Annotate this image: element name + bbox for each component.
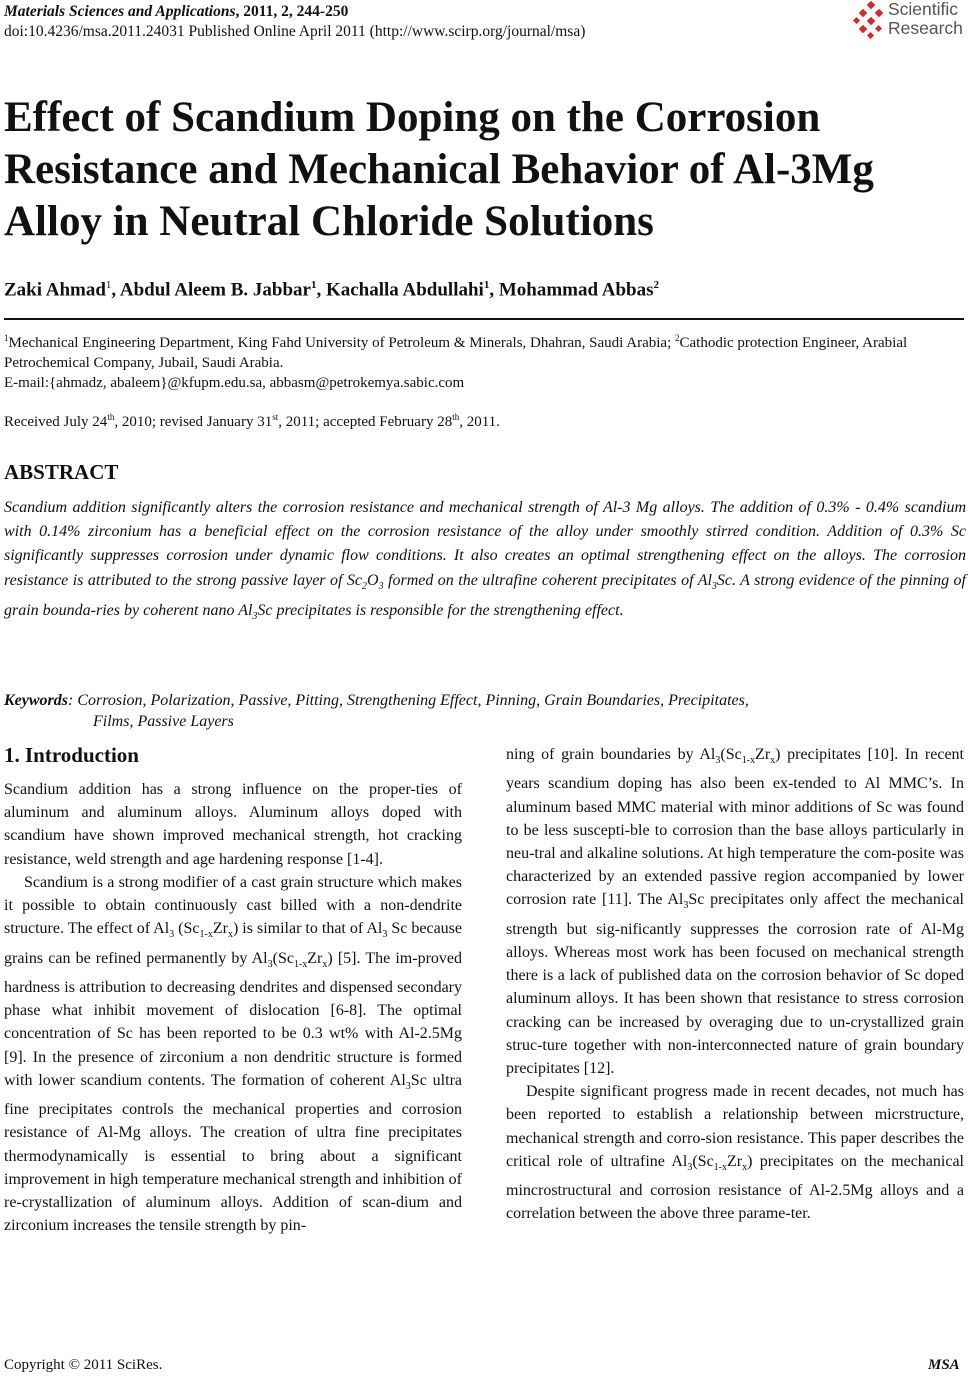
- text-run: Zr: [212, 920, 228, 938]
- abstract-text: Scandium addition significantly alters the corrosion resistance and mechanical strength of Al-3 Mg alloys. The addition of 0.3% - 0.4% scandium with 0.14% zirconium has a beneficial effect on the corrosion resistance of the alloy under smoothly stirred condition. Addition of 0.3% Sc significantly suppresses corrosion under dynamic flow conditions. It also creates an optimal strengthening effect on the alloys. The corrosion resistance is attributed to the strong passive layer of Sc: [4, 499, 966, 589]
- section-heading: 1. Introduction: [4, 743, 139, 767]
- author-name: , Mohammad Abbas: [489, 279, 654, 301]
- keywords-list-cont: Films, Passive Layers: [93, 713, 234, 730]
- date-sup: st: [272, 412, 279, 422]
- affiliation-2: Cathodic protection Engineer, Arabial Petrochemical Company, Jubail, Saudi Arabia.: [4, 335, 908, 371]
- subscript: 3: [687, 1162, 693, 1174]
- paragraph: Scandium addition has a strong influence on the proper-ties of aluminum and aluminum alloys. Aluminum alloys doped with scandium have shown improved mechanical strength, hot cracking resistance, weld strength and age hardening response [1-4].: [4, 781, 462, 868]
- publisher-logo: [852, 0, 968, 44]
- paper-title: Effect of Scandium Doping on the Corrosion Resistance and Mechanical Behavior of Al-3Mg Alloy in Neutral Chloride Solutions: [4, 94, 874, 245]
- text-run: Zr: [755, 746, 771, 763]
- subscript: 3: [711, 580, 717, 592]
- subscript: 2: [362, 580, 367, 592]
- subscript: 3: [252, 611, 258, 623]
- copyright-footer: Copyright © 2011 SciRes.: [4, 1357, 163, 1373]
- subscript: 3: [683, 900, 689, 912]
- journal-abbrev-footer: MSA: [928, 1357, 960, 1373]
- subscript: 1-x: [293, 958, 308, 970]
- journal-header: [4, 2, 348, 22]
- subscript: 3: [267, 958, 273, 970]
- text-run: (Sc: [174, 920, 200, 938]
- paragraph: [506, 1080, 964, 1225]
- logo-line1: Scientific: [888, 0, 959, 19]
- author-list: [4, 279, 659, 301]
- logo-line2: Research: [888, 18, 963, 38]
- affiliation-block: [4, 328, 966, 393]
- abstract-body: [4, 496, 966, 629]
- subscript: x: [227, 929, 233, 941]
- affiliation-1: Mechanical Engineering Department, King Fahd University of Petroleum & Minerals, Dhahran, Saudi Arabia;: [8, 335, 675, 351]
- affil-sup: 2: [675, 333, 680, 343]
- subscript: 1-x: [713, 1162, 728, 1174]
- author-name: , Abdul Aleem B. Jabbar: [111, 279, 311, 301]
- abstract-text: Sc. A strong evidence of the pinning of grain bounda-ries by coherent nano Al: [4, 571, 966, 619]
- subscript: 3: [378, 580, 384, 592]
- author-name: Zaki Ahmad: [4, 279, 106, 301]
- received-dates: [4, 412, 500, 431]
- subscript: 1-x: [199, 929, 213, 941]
- keywords-line: [4, 689, 966, 713]
- logo-dots-icon: [852, 0, 886, 40]
- subscript: 3: [715, 755, 721, 767]
- paragraph: [506, 743, 964, 1080]
- date-sup: th: [107, 412, 115, 422]
- journal-volume: , 2011, 2, 244-250: [235, 3, 349, 20]
- left-column: [4, 778, 462, 1237]
- journal-name: Materials Sciences and Applications: [4, 3, 236, 20]
- abstract-text: Sc precipitates is responsible for the strengthening effect.: [257, 602, 624, 619]
- text-run: ) [5]. The im-proved hardness is attribution to decreasing dendrites and dispensed secondary phase what inhibit movement of dislocation [6-8]. The optimal concentration of Sc has been reported to be 0.3 wt% with Al-2.5Mg [9]. In the presence of zirconium a non dendritic structure is formed with lower scandium contents. The formation of coherent Al: [4, 949, 463, 1089]
- title-divider: [4, 318, 964, 320]
- text-run: Sc ultra fine precipitates controls the mechanical properties and corrosion resistance of Al-Mg alloys. The creation of ultra fine precipitates thermodynamically is essential to bring about a significant improvement in high temperature mechanical strength and inhibition of re-crystallization of aluminum alloys. Addition of scan-dium and zirconium increases the tensile strength by pin-: [4, 1071, 463, 1235]
- text-run: Zr: [307, 949, 323, 967]
- abstract-text: formed on the ultrafine coherent precipitates of Al: [383, 571, 712, 589]
- text-run: ) precipitates on the mechanical mincrostructural and corrosion resistance of Al-2.5Mg alloys and a correlation between the above three parame-ter.: [506, 1152, 964, 1223]
- subscript: x: [742, 1162, 748, 1174]
- received-text: Received July 24: [4, 414, 108, 430]
- text-run: (Sc: [720, 746, 742, 763]
- subscript: 3: [382, 929, 388, 941]
- author-affil-sup: 1: [105, 279, 112, 291]
- text-run: (Sc: [272, 949, 294, 967]
- text-run: ning of grain boundaries by Al: [506, 746, 716, 763]
- text-run: Zr: [727, 1152, 743, 1170]
- text-run: Sc precipitates only affect the mechanical strength but sig-nificantly suppresses the corrosion rate of Al-Mg alloys. Whereas most work has been focused on mechanical strength there is a lack of published data on the corrosion behavior of Sc doped aluminum alloys. It has been shown that resistance to stress corrosion cracking can be increased by overaging due to un-crystallized grain struc-ture together with non-interconnected nature of grain boundary precipitates [12].: [506, 891, 964, 1078]
- keywords-list: : Corrosion, Polarization, Passive, Pitting, Strengthening Effect, Pinning, Grain Boundaries, Precipitates,: [68, 692, 749, 709]
- date-sup: th: [452, 412, 460, 422]
- received-text: , 2011.: [459, 414, 500, 430]
- author-name: , Kachalla Abdullahi: [316, 279, 484, 301]
- author-affil-sup: 1: [483, 279, 490, 291]
- text-run: (Sc: [692, 1152, 714, 1170]
- doi-line: doi:10.4236/msa.2011.24031 Published Online April 2011 (http://www.scirp.org/journal/msa): [4, 23, 586, 40]
- text-run: Scandium is a strong modifier of a cast grain structure which makes it possible to obtain continuously cast billed with a non-dendrite structure. The effect of Al: [4, 873, 462, 938]
- text-run: Sc because grains can be refined permanently by Al: [4, 920, 463, 967]
- right-column: [506, 743, 964, 1226]
- text-run: Despite significant progress made in recent decades, not much has been reported to establish a relationship between micrstructure, mechanical strength and corro-sion resistance. This paper describes the critical role of ultrafine Al: [506, 1083, 964, 1170]
- received-text: , 2011; accepted February 28: [278, 414, 453, 430]
- affil-sup: 1: [4, 333, 9, 343]
- author-affil-sup: 2: [653, 279, 659, 291]
- text-run: ) precipitates [10]. In recent years scandium doping has also been ex-tended to Al MMC’s. In aluminum based MMC material with minor additions of Sc was found to be less suscepti-ble to corrosion than the base alloys particularly in neu-tral and alkaline solutions. At high temperature the com-posite was characterized by an extended passive region accompanied by lower corrosion rate [11]. The Al: [506, 746, 965, 909]
- keywords-label: Keywords: [4, 692, 68, 709]
- received-text: , 2010; revised January 31: [114, 414, 273, 430]
- text-run: ) is similar to that of Al: [232, 920, 383, 938]
- abstract-heading: ABSTRACT: [4, 460, 119, 484]
- email-line: E-mail:{ahmadz, abaleem}@kfupm.edu.sa, abbasm@petrokemya.sabic.com: [4, 375, 465, 391]
- abstract-text: O: [367, 571, 379, 589]
- paragraph: [4, 871, 462, 1238]
- subscript: 3: [405, 1081, 411, 1092]
- subscript: 3: [169, 929, 175, 941]
- author-affil-sup: 1: [310, 279, 317, 291]
- subscript: 1-x: [741, 755, 756, 767]
- subscript: x: [322, 958, 328, 970]
- subscript: x: [770, 755, 776, 767]
